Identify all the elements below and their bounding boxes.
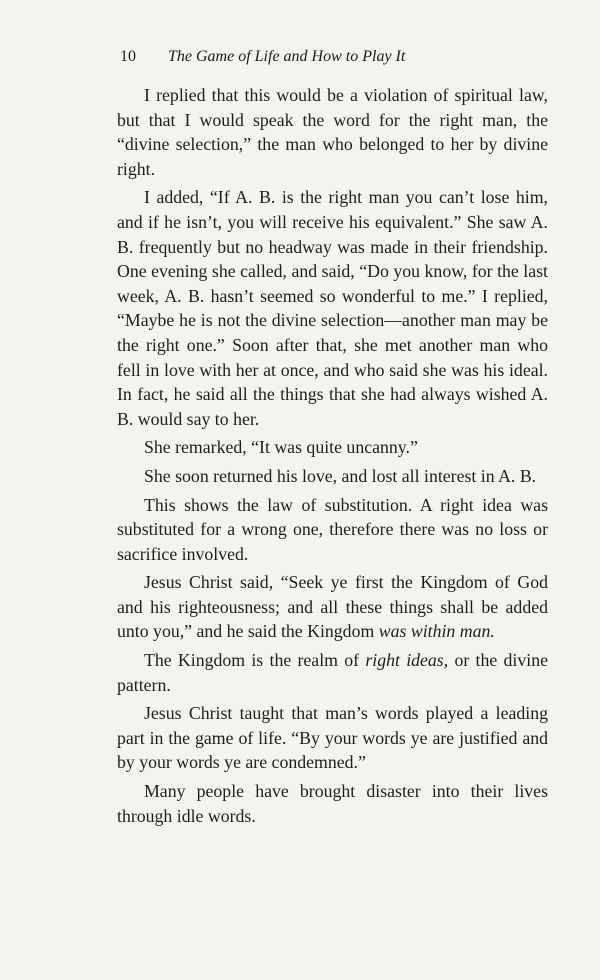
page-header — [120, 48, 405, 66]
paragraph-text: The Kingdom is the realm of — [144, 650, 366, 671]
paragraph: Jesus Christ taught that man’s words played a leading part in the game of life. “By your words ye are justified and by your words ye are condemned.” — [117, 703, 548, 773]
paragraph: She remarked, “It was quite uncanny.” — [144, 437, 418, 458]
paragraph — [117, 648, 548, 697]
paragraph-text: or the divine pattern. — [117, 650, 548, 695]
italic-text: was within man. — [378, 621, 495, 642]
italic-text: right ideas, — [365, 650, 449, 671]
paragraph: She soon returned his love, and lost all interest in A. B. — [144, 465, 537, 486]
paragraph — [117, 570, 548, 644]
paragraph: This shows the law of substitution. A right idea was substituted for a wrong one, therefore there was no loss or sacrifice involved. — [117, 494, 548, 564]
body-text — [117, 83, 548, 832]
paragraph: Many people have brought disaster into their lives through idle words. — [117, 781, 548, 826]
paragraph: I replied that this would be a violation of spiritual law, but that I would speak the word for the right man, the “divine selection,” the man who belonged to her by divine right. — [117, 85, 548, 179]
page-number: 10 — [120, 48, 136, 65]
paragraph-text: Jesus Christ said, “Seek ye first the Kingdom of God and his righteousness; and all these things shall be added unto you,” and he said the Kingdom — [117, 572, 548, 642]
running-title: The Game of Life and How to Play It — [168, 48, 406, 65]
paragraph: I added, “If A. B. is the right man you can’t lose him, and if he isn’t, you will receive his equivalent.” She saw A. B. frequently but no headway was made in their friendship. One evening she called, and said, “Do you know, for the last week, A. B. hasn’t seemed so wonderful to me.” I replied, “Maybe he is not the divine selection—another man may be the right one.” Soon after that, she met another man who fell in love with her at once, and who said she was his ideal. In fact, he said all the things that she had always wished A. B. would say to her. — [117, 187, 548, 429]
